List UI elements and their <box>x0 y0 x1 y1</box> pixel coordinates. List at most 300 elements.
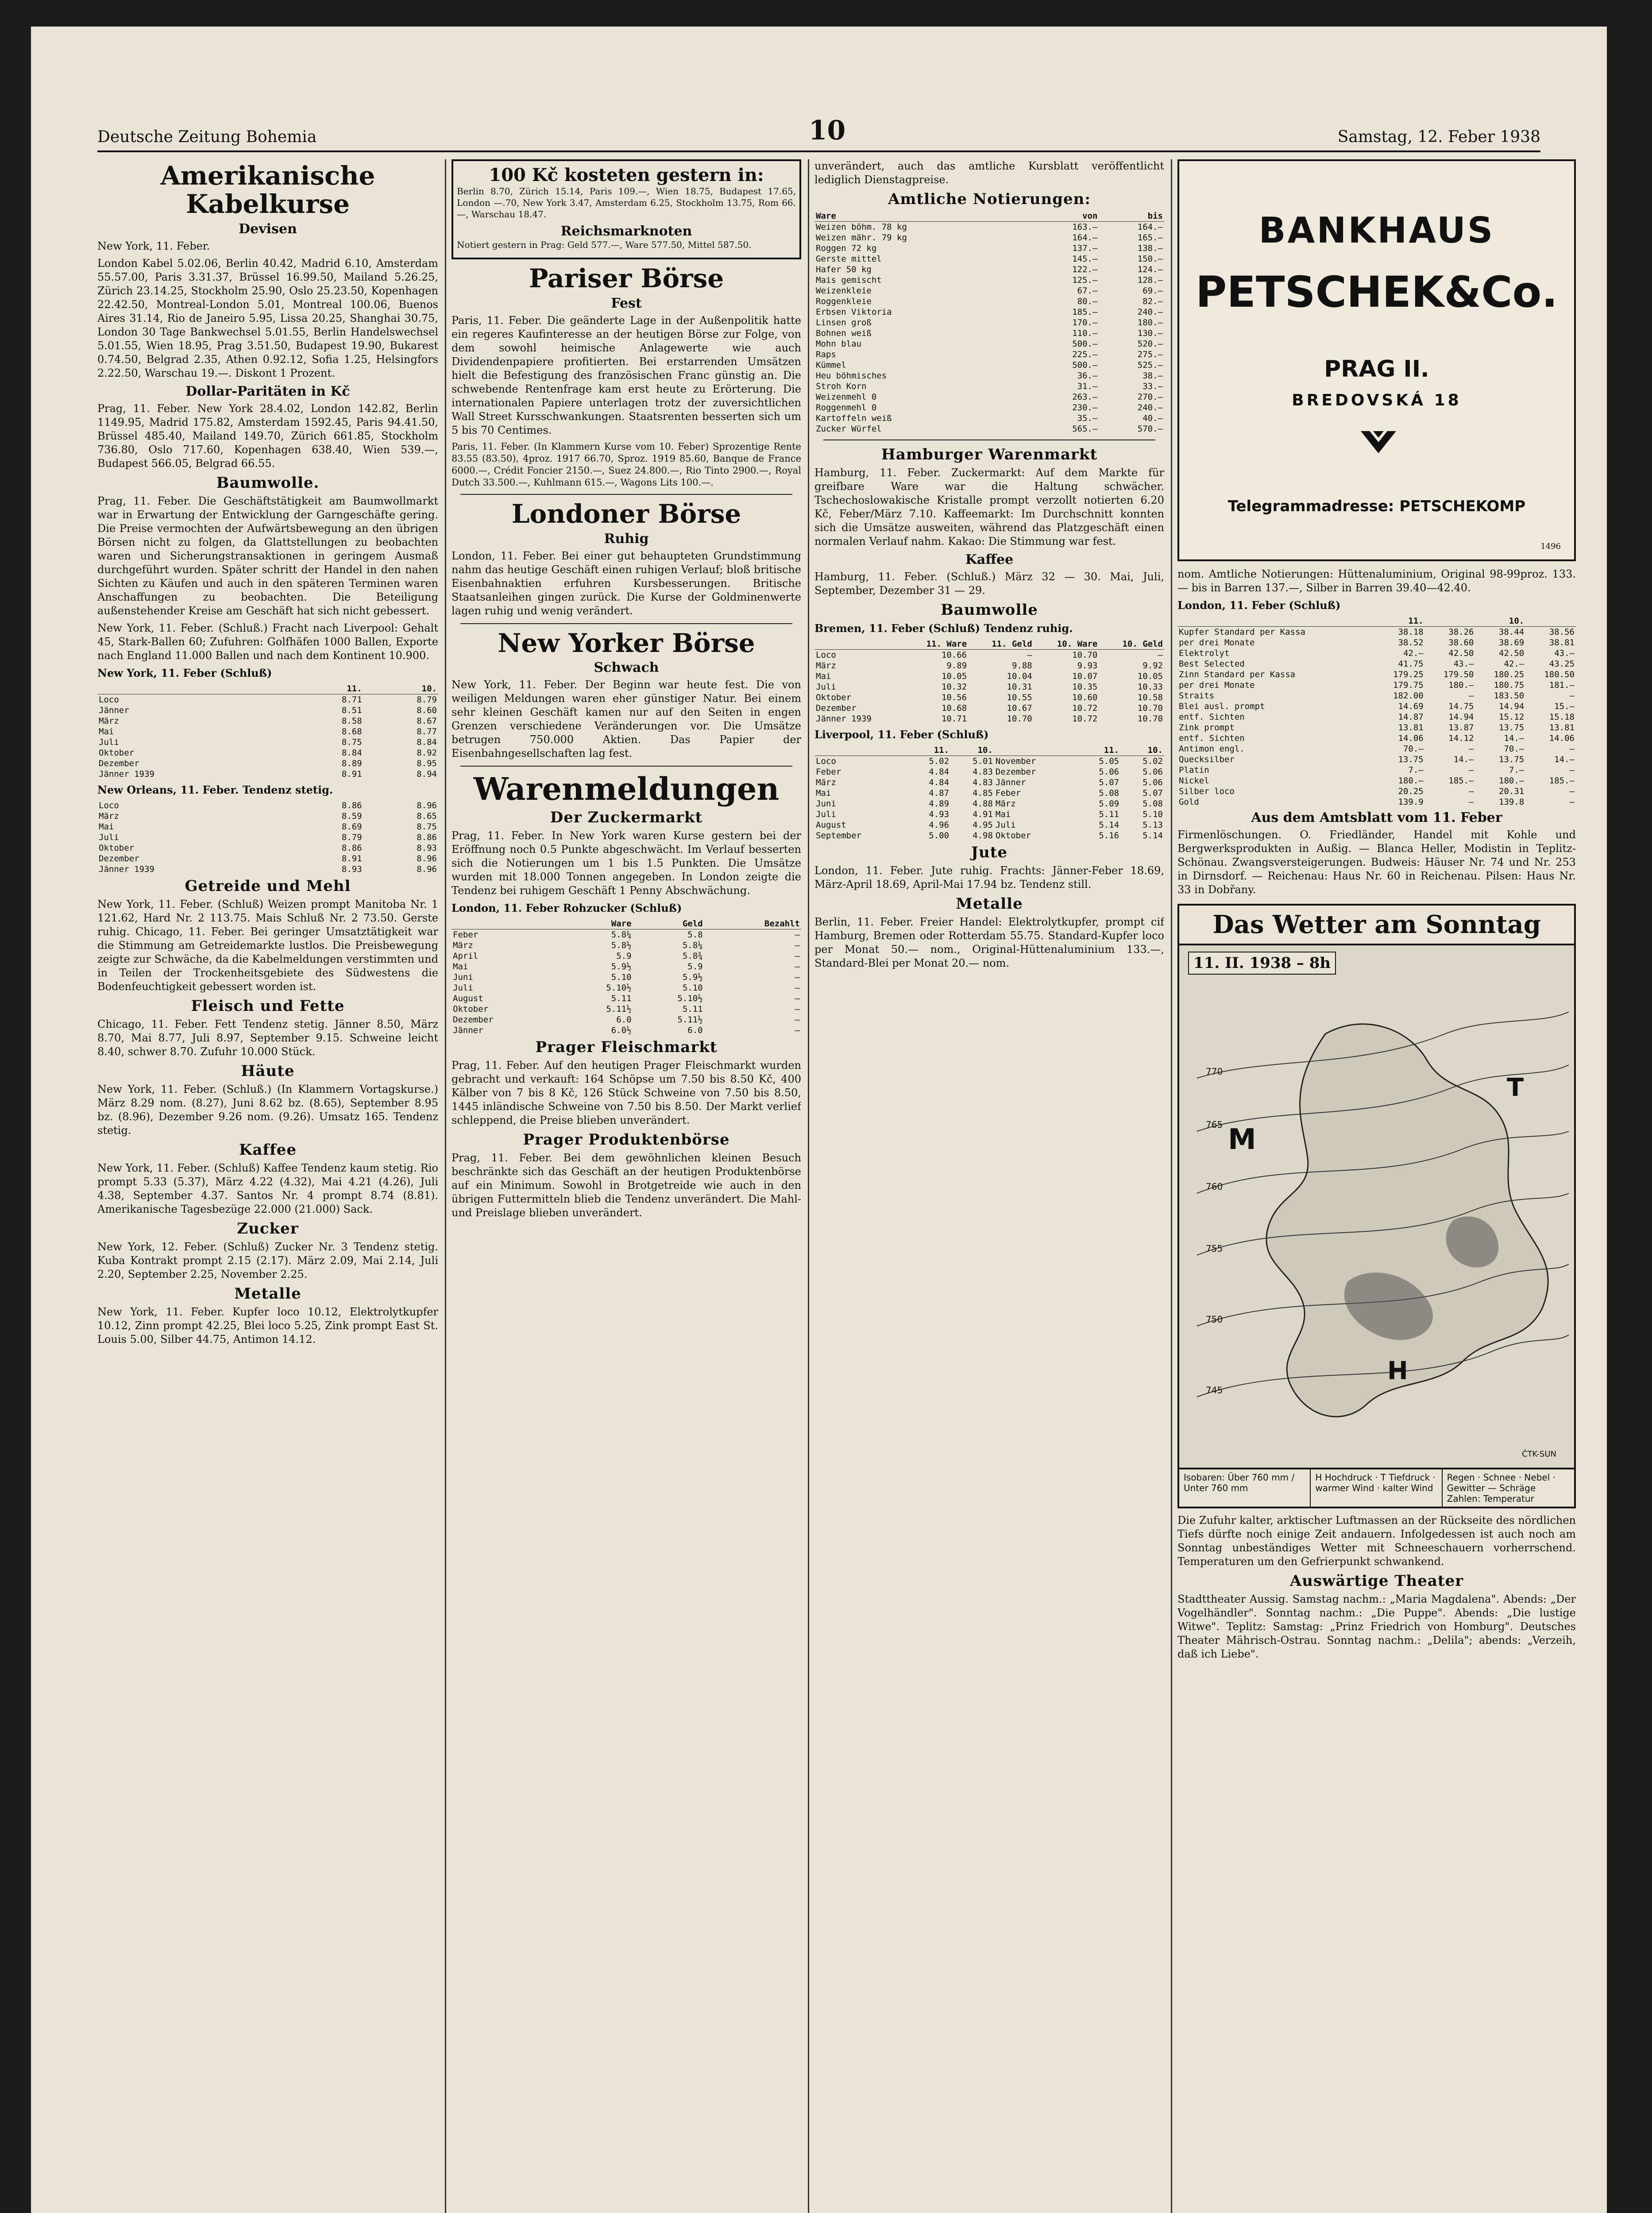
table-cell: 5.06 <box>1099 767 1119 777</box>
table-cell: Oktober <box>995 831 1031 840</box>
section-subtitle: Baumwolle. <box>216 474 320 492</box>
table-cell: Juli <box>453 983 473 993</box>
table-cell: — <box>1469 797 1474 807</box>
table-cell: Platin <box>1179 765 1209 775</box>
table-cell: 10.72 <box>1072 714 1098 724</box>
column-header: 11. <box>1374 616 1425 627</box>
table-cell: 8.65 <box>417 811 437 821</box>
table-cell: — <box>1569 787 1575 796</box>
table-cell: 70.— <box>1403 744 1424 754</box>
table-cell: 185.— <box>1448 776 1474 786</box>
table-cell: Mai <box>99 726 114 736</box>
column-header: Ware <box>814 211 1034 222</box>
table-cell: 5.8½ <box>611 941 632 951</box>
table-cell: 5.9½ <box>682 972 703 983</box>
table-cell: 138.— <box>1137 243 1163 253</box>
table-cell: Zink prompt <box>1179 723 1235 733</box>
table-cell: — <box>795 951 800 961</box>
table-row <box>452 1025 801 1036</box>
table-cell: 10.05 <box>941 671 967 681</box>
table-row <box>814 713 1164 724</box>
table-cell: 5.9 <box>616 951 632 961</box>
table-row <box>97 758 438 769</box>
table-cell: Roggenmehl 0 <box>816 403 877 413</box>
table-cell: August <box>453 994 483 1004</box>
table-cell: Raps <box>816 350 836 359</box>
table-cell: Feber <box>995 788 1021 798</box>
table-cell: 5.05 <box>1099 756 1119 766</box>
table-cell: Weizenkleie <box>816 286 872 296</box>
table-cell: 5.06 <box>1143 778 1163 787</box>
table-cell: 165.— <box>1137 233 1163 243</box>
table-cell: Loco <box>99 800 119 810</box>
table-row <box>814 703 1164 713</box>
table-row <box>97 864 438 875</box>
table-cell: 9.92 <box>1143 661 1163 671</box>
table-row <box>1177 669 1576 680</box>
table-cell: — <box>1569 691 1575 701</box>
quote-table <box>814 211 1164 434</box>
table-cell: — <box>795 1004 800 1014</box>
table-row <box>452 940 801 951</box>
table-cell: — <box>1469 765 1474 775</box>
table-cell: — <box>1027 650 1032 660</box>
table-cell: 128.— <box>1137 275 1163 285</box>
table-cell: 70.— <box>1504 744 1525 754</box>
weather-timestamp: 11. II. 1938 – 8h <box>1188 952 1336 975</box>
table-cell: 164.— <box>1137 222 1163 232</box>
table-cell: 5.08 <box>1143 799 1163 809</box>
table-cell: 4.83 <box>973 778 993 787</box>
table-cell: 5.10 <box>611 972 632 983</box>
quote-table <box>97 683 438 779</box>
table-cell: 180.— <box>1137 318 1163 328</box>
column-header <box>814 745 907 756</box>
paper-name: Deutsche Zeitung Bohemia <box>97 128 317 146</box>
ad-name-line2: PETSCHEK&Co. <box>1196 267 1558 317</box>
section-subtitle: Aus dem Amtsblatt vom 11. Feber <box>1251 810 1502 825</box>
column-3 <box>814 159 1164 2213</box>
table-cell: Jänner 1939 <box>816 714 872 724</box>
table-row <box>97 853 438 864</box>
table-cell: 14.94 <box>1499 702 1525 711</box>
table-cell: 7.— <box>1408 765 1424 775</box>
table-cell: März <box>995 799 1016 809</box>
table-row <box>814 317 1164 328</box>
column-header: 11. <box>1077 745 1120 756</box>
table-cell: 10.70 <box>1072 650 1098 660</box>
table-cell: 13.75 <box>1499 755 1525 764</box>
svg-text:760: 760 <box>1206 1181 1223 1192</box>
table-cell: — <box>1569 797 1575 807</box>
table-cell: 5.11 <box>611 994 632 1004</box>
column-header: Bezahlt <box>704 918 801 929</box>
table-cell: 5.09 <box>1099 799 1119 809</box>
column-header: 10. Geld <box>1099 639 1164 650</box>
table-row <box>97 726 438 737</box>
table-cell: 10.70 <box>1137 714 1163 724</box>
table-row <box>814 798 1164 809</box>
table-cell: 5.10½ <box>677 994 703 1004</box>
table-row <box>1177 797 1576 807</box>
table-cell: März <box>816 661 836 671</box>
table-cell: Oktober <box>816 693 852 702</box>
table-cell: 42.— <box>1403 648 1424 658</box>
table-cell: 35.— <box>1077 413 1098 423</box>
divider <box>460 623 792 624</box>
column-header <box>452 918 562 929</box>
svg-text:765: 765 <box>1206 1119 1223 1130</box>
article-text: Firmenlöschungen. O. Friedländer, Handel mit Kohle und Bergwerksprodukten in Außig. — Blanca Heller, Modistin in Teplitz-Schönau. Zwangsversteigerungen. Budweis: Häuser Nr. 74 und Nr. 253 in Dirnsdorf. — Reichenau: Haus Nr. 60 in Reichenau. Pilsen: Haus Nr. 33 in Dobřany. <box>1177 829 1576 896</box>
column-grid <box>97 159 1576 2213</box>
table-cell: 10.60 <box>1072 693 1098 702</box>
table-cell: 38.26 <box>1448 627 1474 637</box>
table-row <box>814 650 1164 661</box>
table-cell: Juli <box>816 682 836 692</box>
table-row <box>97 843 438 853</box>
svg-text:M: M <box>1228 1123 1256 1156</box>
table-cell: Nickel <box>1179 776 1209 786</box>
chevron-logo-icon <box>1361 431 1396 458</box>
exchange-box <box>452 159 801 259</box>
article-text: Berlin, 11. Feber. Freier Handel: Elektrolytkupfer, prompt cif Hamburg, Bremen oder Rotterdam 55.75. Standard-Kupfer loco per Monat 50.— nom., Original-Hüttenaluminium 133.—, Standard-Blei per Monat 20.— nom. <box>814 916 1164 969</box>
table-cell: Gerste mittel <box>816 254 882 264</box>
table-cell: Weizen böhm. 78 kg <box>816 222 907 232</box>
article-text: New York, 11. Feber. (Schluß.) Fracht nach Liverpool: Gehalt 45, Stark-Ballen 60; Zufuhren: Golfhäfen 1000 Ballen, Exporte nach England 11.000 Ballen und nach dem Kontinent 10.900. <box>97 621 438 662</box>
table-cell: Stroh Korn <box>816 382 867 391</box>
table-cell: 230.— <box>1072 403 1098 413</box>
table-cell: 43.— <box>1453 659 1474 669</box>
table-cell: 41.75 <box>1398 659 1424 669</box>
column-header <box>1177 616 1374 627</box>
table-cell: Oktober <box>99 843 135 853</box>
table-cell: 36.— <box>1077 371 1098 381</box>
column-rule <box>808 159 809 2213</box>
table-cell: Roggen 72 kg <box>816 243 877 253</box>
section-subtitle: Devisen <box>239 221 297 237</box>
table-cell: Erbsen Viktoria <box>816 307 892 317</box>
table-cell: 5.01 <box>973 756 993 766</box>
table-row <box>814 692 1164 703</box>
table-cell: — <box>795 994 800 1004</box>
column-header: 11. Geld <box>968 639 1034 650</box>
table-cell: 7.— <box>1509 765 1525 775</box>
article-text: New York, 11. Feber. (Schluß) Kaffee Tendenz kaum stetig. Rio prompt 5.33 (5.37), März 4.22 (4.32), Mai 4.21 (4.26), Juli 4.38, September 4.37. Santos Nr. 4 prompt 8.74 (8.81). Amerikanische Tagesbezüge 22.000 (21.000) Sack. <box>97 1161 438 1215</box>
table-cell: 14.06 <box>1549 733 1575 743</box>
column-1 <box>97 159 438 2213</box>
table-cell: 38.44 <box>1499 627 1525 637</box>
section-subtitle: Kaffee <box>965 552 1014 567</box>
table-cell: Dezember <box>99 853 139 864</box>
table-cell: 5.11 <box>682 1004 703 1014</box>
section-subtitle: Schwach <box>594 660 659 676</box>
article-text: nom. Amtliche Notierungen: Hüttenaluminium, Original 98-99proz. 133.— bis in Barren 137.—, Silber in Barren 39.40—42.40. <box>1177 568 1576 594</box>
table-cell: Heu böhmisches <box>816 371 887 381</box>
table-row <box>97 737 438 748</box>
table-cell: 10.71 <box>941 714 967 724</box>
table-caption: London, 11. Feber Rohzucker (Schluß) <box>452 902 682 915</box>
table-cell: — <box>1469 691 1474 701</box>
table-row <box>1177 690 1576 701</box>
column-header: Ware <box>562 918 633 929</box>
table-cell: 8.79 <box>417 694 437 705</box>
table-cell: — <box>1158 650 1163 660</box>
table-cell: 33.— <box>1143 382 1163 391</box>
table-cell: 8.71 <box>341 694 362 705</box>
table-cell: 38.18 <box>1398 627 1424 637</box>
table-cell: 5.9½ <box>611 962 632 972</box>
table-cell: 38.60 <box>1448 638 1474 648</box>
table-cell: — <box>795 941 800 951</box>
table-cell: 139.8 <box>1499 797 1525 807</box>
column-header <box>994 745 1077 756</box>
quote-table <box>1177 616 1576 807</box>
table-row <box>814 777 1164 788</box>
table-cell: 4.84 <box>929 778 950 787</box>
article-text: Prag, 11. Feber. In New York waren Kurse gestern bei der Eröffnung noch 0.5 Punkte abgeschwächt. Im Verlauf besserten sich die Notierungen um 1 bis 1.5 Punkten. Die Umsätze wurden mit 18.000 Tonnen angegeben. In London zeigte die Tendenz bei ruhigem Geschäft 1 Penny Abschwächung. <box>452 829 801 897</box>
bank-advertisement <box>1177 159 1576 561</box>
table-cell: — <box>795 962 800 972</box>
table-cell: Mai <box>816 671 831 681</box>
table-cell: Juli <box>816 810 836 819</box>
article-text: New York, 11. Feber. Kupfer loco 10.12, Elektrolytkupfer 10.12, Zinn prompt 42.25, Blei loco 5.25, Zink prompt East St. Louis 5.00, Silber 44.75, Antimon 14.12. <box>97 1305 438 1346</box>
column-header: 10. <box>950 745 994 756</box>
table-cell: 4.83 <box>973 767 993 777</box>
section-subtitle: Amtliche Notierungen: <box>888 190 1091 208</box>
table-cell: Bohnen weiß <box>816 328 872 338</box>
table-row <box>814 360 1164 370</box>
table-row <box>1177 712 1576 722</box>
table-cell: 20.31 <box>1499 787 1525 796</box>
table-row <box>814 392 1164 402</box>
table-row <box>452 983 801 993</box>
table-cell: 4.95 <box>973 820 993 830</box>
table-cell: 6.0 <box>616 1015 632 1025</box>
section-subtitle: Der Zuckermarkt <box>550 809 703 827</box>
table-row <box>814 285 1164 296</box>
section-subtitle: Prager Produktenbörse <box>523 1131 730 1149</box>
table-cell: 8.93 <box>417 843 437 853</box>
section-subtitle: Fest <box>611 295 642 311</box>
table-cell: Best Selected <box>1179 659 1245 669</box>
table-cell: 5.10 <box>682 983 703 993</box>
table-row <box>814 402 1164 413</box>
article-text: Chicago, 11. Feber. Fett Tendenz stetig. Jänner 8.50, März 8.70, Mai 8.77, Juli 8.97, September 9.15. Schweine leicht 8.40, schwer 8.70. Zufuhr 10.000 Stück. <box>97 1018 438 1058</box>
table-cell: 5.06 <box>1143 767 1163 777</box>
table-row <box>814 671 1164 682</box>
table-cell: — <box>1569 744 1575 754</box>
table-row <box>1177 733 1576 744</box>
box-text: Berlin 8.70, Zürich 15.14, Paris 109.—, Wien 18.75, Budapest 17.65, London —.70, New York 3.47, Amsterdam 6.25, Stockholm 13.75, Rom 66.—, Warschau 18.47. <box>457 186 796 220</box>
table-cell: 130.— <box>1137 328 1163 338</box>
table-cell: 163.— <box>1072 222 1098 232</box>
table-cell: 6.0½ <box>611 1026 632 1036</box>
table-cell: Loco <box>99 694 119 705</box>
table-cell: 240.— <box>1137 403 1163 413</box>
table-cell: Jänner 1939 <box>99 864 154 874</box>
ad-code: 1496 <box>1540 542 1561 551</box>
section-subtitle: Auswärtige Theater <box>1289 1572 1464 1590</box>
section-subtitle: Getreide und Mehl <box>185 877 351 895</box>
table-cell: 9.93 <box>1077 661 1098 671</box>
table-cell: 5.11½ <box>677 1015 703 1025</box>
weather-title: Das Wetter am Sonntag <box>1177 904 1576 944</box>
table-cell: Dezember <box>816 703 857 713</box>
table-cell: 10.66 <box>941 650 967 660</box>
table-cell: Juni <box>453 972 473 983</box>
table-cell: Zinn Standard per Kassa <box>1179 670 1296 679</box>
table-cell: 275.— <box>1137 350 1163 359</box>
legend-item: Isobaren: Über 760 mm / Unter 760 mm <box>1179 1469 1311 1507</box>
table-cell: 10.72 <box>1072 703 1098 713</box>
table-caption: Bremen, 11. Feber (Schluß) Tendenz ruhig. <box>814 622 1073 635</box>
table-cell: entf. Sichten <box>1179 733 1245 743</box>
table-cell: 13.81 <box>1549 723 1575 733</box>
table-cell: 8.75 <box>417 821 437 832</box>
column-header: 10. <box>1120 745 1164 756</box>
table-cell: 31.— <box>1077 382 1098 391</box>
article-text: Stadttheater Aussig. Samstag nachm.: „Maria Magdalena". Abends: „Der Vogelhändler". Sonntag nachm.: „Die Puppe". Abends: „Die lustige Witwe". Teplitz: Samstag: „Prinz Friedrich von Homburg". Deutsches Theater Mährisch-Ostrau. Sonntag nachm.: „Delila"; abends: „Verzeih, daß ich Liebe". <box>1177 1593 1576 1660</box>
table-cell: 5.02 <box>929 756 950 766</box>
table-row <box>1177 765 1576 775</box>
table-cell: August <box>816 820 846 830</box>
table-cell: Weizenmehl 0 <box>816 392 877 402</box>
table-cell: 5.16 <box>1099 831 1119 840</box>
box-text: Notiert gestern in Prag: Geld 577.—, Ware 577.50, Mittel 587.50. <box>457 239 752 250</box>
table-cell: 10.55 <box>1007 693 1032 702</box>
table-cell: Juli <box>99 832 119 842</box>
table-cell: 8.96 <box>417 864 437 874</box>
table-cell: 5.14 <box>1143 831 1163 840</box>
table-cell: 10.04 <box>1007 671 1032 681</box>
table-cell: 137.— <box>1072 243 1098 253</box>
table-row <box>452 929 801 941</box>
table-cell: 8.91 <box>341 769 362 779</box>
table-cell: 182.00 <box>1393 691 1424 701</box>
table-cell: Jänner <box>453 1026 483 1036</box>
table-cell: 9.89 <box>946 661 967 671</box>
table-cell: 10.05 <box>1137 671 1163 681</box>
table-cell: 13.87 <box>1448 723 1474 733</box>
table-cell: 240.— <box>1137 307 1163 317</box>
table-row <box>97 811 438 821</box>
svg-text:750: 750 <box>1206 1314 1223 1325</box>
table-cell: 4.93 <box>929 810 950 819</box>
table-cell: 69.— <box>1143 286 1163 296</box>
table-cell: 500.— <box>1072 339 1098 349</box>
section-subtitle: Häute <box>241 1062 295 1080</box>
table-cell: 525.— <box>1137 360 1163 370</box>
weather-map-graphic <box>1179 945 1574 1464</box>
table-cell: 170.— <box>1072 318 1098 328</box>
table-cell: 8.59 <box>341 811 362 821</box>
table-row <box>1177 680 1576 690</box>
column-header: 11. <box>288 683 363 694</box>
table-row <box>814 222 1164 233</box>
table-cell: März <box>453 941 473 951</box>
table-cell: Dezember <box>453 1015 494 1025</box>
article-text: London, 11. Feber. Bei einer gut behaupteten Grundstimmung nahm das heutige Geschäft einen ruhigen Verlauf; bloß britische Eisenbahnaktien erfuhren Kursbesserungen. Britische Staatsanleihen gingen zurück. Die Kurse der Goldminenwerte lagen ruhig und wenig verändert. <box>452 549 801 617</box>
table-row <box>814 264 1164 275</box>
table-cell: — <box>795 930 800 940</box>
table-cell: — <box>1469 744 1474 754</box>
table-cell: April <box>453 951 479 961</box>
table-cell: 13.75 <box>1499 723 1525 733</box>
table-cell: 38.69 <box>1499 638 1525 648</box>
table-cell: 4.91 <box>973 810 993 819</box>
table-cell: Zucker Würfel <box>816 424 882 434</box>
table-cell: 42.50 <box>1448 648 1474 658</box>
table-row <box>814 809 1164 820</box>
section-subtitle: Fleisch und Fette <box>191 997 345 1015</box>
table-cell: September <box>816 831 861 840</box>
table-cell: 8.86 <box>341 800 362 810</box>
table-cell: März <box>99 811 119 821</box>
table-row <box>814 820 1164 830</box>
table-cell: 5.8¾ <box>682 951 703 961</box>
table-row <box>814 413 1164 424</box>
column-header: von <box>1034 211 1099 222</box>
table-cell: 5.11½ <box>606 1004 632 1014</box>
table-cell: 6.0 <box>687 1026 703 1036</box>
section-subtitle: Metalle <box>956 895 1023 913</box>
article-text: New York, 11. Feber. (Schluß.) (In Klammern Vortagskurse.) März 8.29 nom. (8.27), Juni 8.62 bz. (8.65), September 8.95 bz. (8.96), Dezember 9.26 nom. (9.26). Umsatz 165. Tendenz stetig. <box>97 1083 438 1137</box>
table-cell: 185.— <box>1549 776 1575 786</box>
table-cell: 110.— <box>1072 328 1098 338</box>
table-caption: New Orleans, 11. Feber. Tendenz stetig. <box>97 783 333 796</box>
table-cell: 38.81 <box>1549 638 1575 648</box>
section-subtitle: Jute <box>971 844 1008 861</box>
divider <box>460 494 792 495</box>
table-row <box>1177 701 1576 712</box>
table-cell: Juni <box>816 799 836 809</box>
table-cell: 14.94 <box>1448 712 1474 722</box>
article-text: London Kabel 5.02.06, Berlin 40.42, Madrid 6.10, Amsterdam 55.57.00, Paris 3.31.37, Brüssel 16.99.50, Mailand 5.26.25, Zürich 23.14.25, Stockholm 25.90, Oslo 25.23.50, Kopenhagen 22.42.50, Montreal-London 5.01, Montreal 100.06, Buenos Aires 31.14, Rio de Janeiro 5.95, Lissa 20.25, Shanghai 30.75, London 30 Tage Bankwechsel 5.01.55, Berlin Handelswechsel 5.01.55, Wien 18.95, Prag 3.51.50, Budapest 19.90, Bukarest 0.74.50, Belgrad 2.35, Athen 0.92.12, Sofia 1.25, Helsingfors 2.22.50, Warschau 19.—. Diskont 1 Prozent. <box>97 257 438 379</box>
table-cell: Roggenkleie <box>816 297 872 306</box>
divider <box>460 766 792 767</box>
table-cell: 5.07 <box>1143 788 1163 798</box>
table-row <box>814 254 1164 264</box>
table-cell: Mai <box>995 810 1011 819</box>
article-text: Paris, 11. Feber. (In Klammern Kurse vom 10. Feber) Sprozentige Rente 83.55 (83.50), 4proz. 1917 66.70, Sproz. 1919 85.60, Banque de France 6000.—, Crédit Foncier 2150.—, Suez 24.800.—, Rio Tinto 2900.—, Royal Dutch 33.500.—, Kuhlmann 615.—, Wagons Lits 100.—. <box>452 441 801 488</box>
column-2 <box>452 159 801 2213</box>
table-cell: 14.— <box>1504 733 1525 743</box>
table-cell: 8.51 <box>341 705 362 715</box>
table-row <box>814 788 1164 798</box>
weather-credit: ČTK-SUN <box>1521 1450 1556 1459</box>
article-text: Paris, 11. Feber. Die geänderte Lage in der Außenpolitik hatte ein regeres Kaufinteresse an der heutigen Börse zur Folge, von dem sowohl heimische Anlagewerte wie auch Dividendenpapiere profitierten. Bei erstarrenden Umsätzen hielt die Befestigung des französischen Franc günstig an. Die schwebende Rentenfrage kam erst heute zu Erörterung. Die internationalen Papiere unterlagen trotz der zuversichtlichen Wall Street Kursschwankungen. Staatsrenten besserten sich um 5 bis 70 Centimes. <box>452 314 801 436</box>
table-cell: 8.91 <box>341 853 362 864</box>
table-cell: 225.— <box>1072 350 1098 359</box>
column-header: Geld <box>633 918 704 929</box>
table-cell: Mai <box>453 962 468 972</box>
table-row <box>1177 775 1576 786</box>
table-cell: 14.06 <box>1398 733 1424 743</box>
table-cell: 43.25 <box>1549 659 1575 669</box>
table-cell: 10.67 <box>1007 703 1032 713</box>
table-cell: 4.96 <box>929 820 950 830</box>
issue-date: Samstag, 12. Feber 1938 <box>1337 128 1540 146</box>
section-subtitle: Hamburger Warenmarkt <box>881 446 1098 463</box>
table-row <box>814 243 1164 254</box>
column-header: 10. <box>1475 616 1525 627</box>
table-cell: Mohn blau <box>816 339 861 349</box>
section-title: New Yorker Börse <box>498 628 755 658</box>
table-cell: 42.— <box>1504 659 1525 669</box>
table-cell: Mai <box>99 821 114 832</box>
table-cell: 5.8¼ <box>682 941 703 951</box>
table-cell: 14.12 <box>1448 733 1474 743</box>
